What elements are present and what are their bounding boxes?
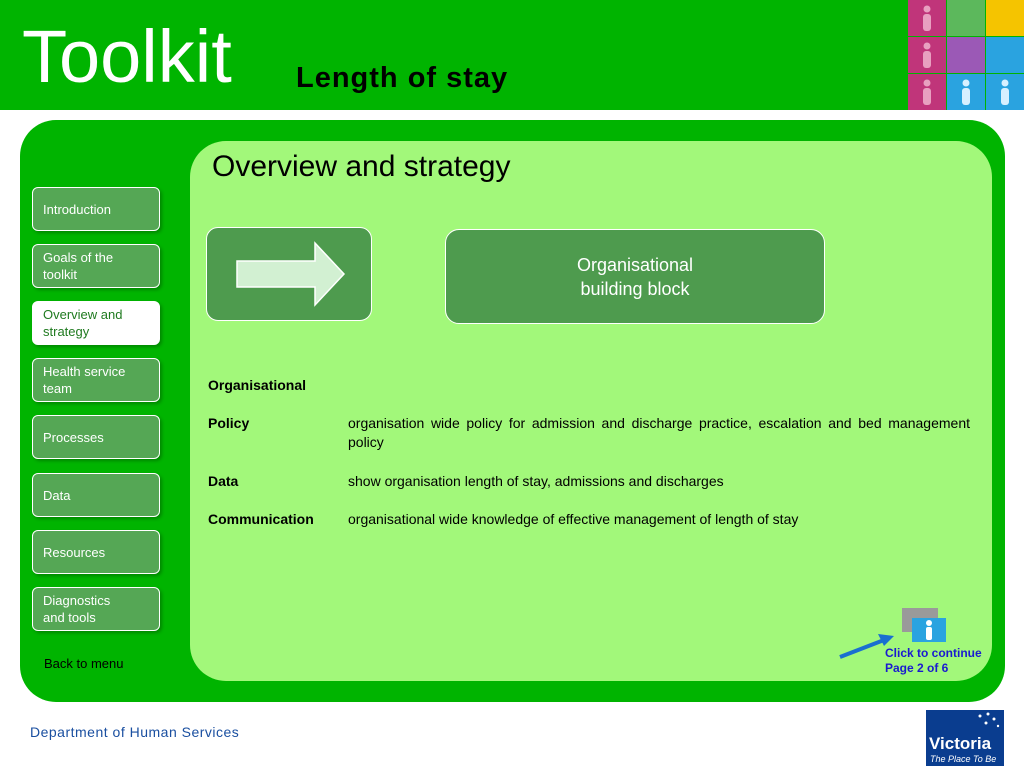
row-term-policy: Policy [208, 415, 250, 431]
sidebar-item-resources[interactable] [32, 530, 160, 574]
right-arrow-icon [207, 228, 371, 320]
victoria-logo [926, 710, 1004, 766]
continue-label: Click to continue [885, 646, 982, 660]
mosaic-tile [908, 37, 946, 73]
logo-word: Victoria [929, 734, 992, 753]
sidebar-item-diagnostics[interactable] [32, 587, 160, 631]
mosaic-tile [986, 74, 1024, 110]
person-icon [921, 5, 933, 31]
sidebar-item-label: Diagnostics and tools [43, 593, 111, 625]
star-cluster-icon [926, 710, 1004, 732]
app-title: Toolkit [22, 15, 232, 98]
sidebar-item-label: Data [43, 487, 71, 503]
sidebar-item-label: Processes [43, 429, 104, 445]
mosaic-tile [947, 74, 985, 110]
mosaic-tile [986, 37, 1024, 73]
sidebar-item-label: Introduction [43, 201, 111, 217]
person-icon [921, 79, 933, 105]
sidebar-item-label: Resources [43, 544, 106, 560]
mosaic-tile [947, 0, 985, 36]
continue-link[interactable] [885, 646, 982, 676]
continue-button-icon[interactable] [898, 606, 948, 646]
sidebar-item-overview[interactable] [32, 301, 160, 345]
row-term-data: Data [208, 473, 239, 489]
back-to-menu-link[interactable]: Back to menu [44, 656, 124, 671]
page-indicator: Page 2 of 6 [885, 661, 949, 675]
mosaic-tile [986, 0, 1024, 36]
mosaic-tile [947, 37, 985, 73]
person-icon [999, 79, 1011, 105]
row-desc-communication: organisational wide knowledge of effective management of length of stay [348, 511, 799, 527]
arrow-block [206, 227, 372, 321]
row-term-communication: Communication [208, 511, 314, 527]
sidebar-item-label: Health service team [43, 364, 126, 396]
person-icon [924, 620, 934, 640]
person-icon [921, 42, 933, 68]
mosaic-tile [908, 74, 946, 110]
logo-tagline: The Place To Be [930, 754, 997, 764]
section-heading: Organisational [208, 377, 307, 393]
department-name: Department of Human Services [30, 724, 240, 740]
block-label: Organisational building block [576, 254, 694, 299]
people-mosaic-logo [908, 0, 1024, 110]
sidebar-item-label: Goals of the toolkit [43, 250, 114, 282]
sidebar-item-data[interactable] [32, 473, 160, 517]
sidebar-item-label: Overview and strategy [43, 307, 123, 339]
mosaic-tile [908, 0, 946, 36]
sidebar-item-goals[interactable] [32, 244, 160, 288]
row-desc-policy: organisation wide policy for admission and discharge practice, escalation and bed management policy [348, 415, 970, 450]
row-desc-data: show organisation length of stay, admissions and discharges [348, 473, 724, 489]
sidebar-item-health-service-team[interactable] [32, 358, 160, 402]
header-bar [0, 0, 1024, 110]
page-title: Overview and strategy [212, 150, 511, 183]
sidebar-item-introduction[interactable] [32, 187, 160, 231]
app-subtitle: Length of stay [296, 62, 509, 94]
sidebar-item-processes[interactable] [32, 415, 160, 459]
content-panel [190, 141, 992, 681]
person-icon [960, 79, 972, 105]
organisational-building-block [445, 229, 825, 324]
card-front-shape [912, 618, 946, 642]
